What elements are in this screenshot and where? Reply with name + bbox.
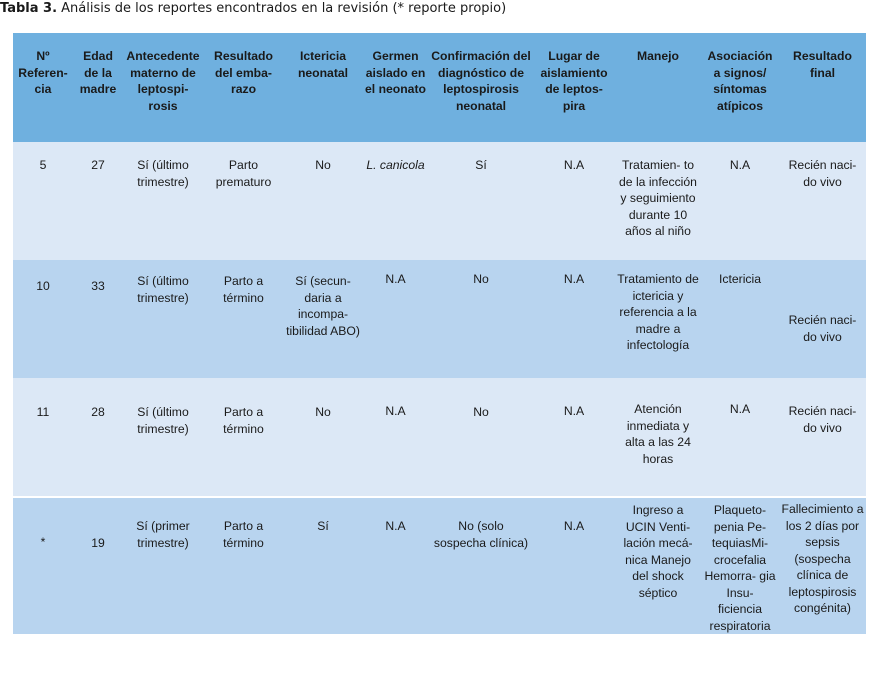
cell-ictericia: No	[284, 142, 362, 260]
cell-edad: 33	[73, 260, 123, 378]
cell-confirmacion: No (solo sospecha clínica)	[429, 496, 533, 634]
cell-germen: N.A	[362, 378, 429, 496]
cell-antecedente: Sí (primer trimestre)	[123, 496, 203, 634]
cell-resultado-embarazo: Parto a término	[203, 378, 284, 496]
cell-edad: 27	[73, 142, 123, 260]
cell-manejo: Atención inmediata y alta a las 24 horas	[615, 378, 701, 496]
cell-lugar: N.A	[533, 378, 615, 496]
cell-ictericia: Sí (secun- daria a incompa- tibilidad ABO)	[284, 260, 362, 378]
cell-lugar: N.A	[533, 260, 615, 378]
cell-lugar: N.A	[533, 496, 615, 634]
header-antecedente: Antecedente materno de leptospi- rosis	[123, 33, 203, 142]
cell-manejo: Tratamiento de ictericia y referencia a la madre a infectología	[615, 260, 701, 378]
table-row	[13, 378, 866, 496]
header-resultado-embarazo: Resultado del emba- razo	[203, 33, 284, 142]
table-header-row	[13, 33, 866, 142]
cell-edad: 28	[73, 378, 123, 496]
cell-resultado-final: Fallecimiento a los 2 días por sepsis (sospecha clínica de leptospirosis congénita)	[779, 496, 866, 634]
cell-ref: *	[13, 496, 73, 634]
cell-asociacion: Plaqueto- penia Pe- tequiasMi- crocefalia Hemorra- gia Insu- ficiencia respiratoria	[701, 496, 779, 634]
table-caption-text: Análisis de los reportes encontrados en la revisión (* reporte propio)	[57, 1, 507, 16]
cell-ref: 10	[13, 260, 73, 378]
cell-ref: 11	[13, 378, 73, 496]
header-lugar: Lugar de aislamiento de leptos- pira	[533, 33, 615, 142]
cell-germen: N.A	[362, 260, 429, 378]
cell-ictericia: No	[284, 378, 362, 496]
cell-asociacion: N.A	[701, 378, 779, 496]
cell-antecedente: Sí (último trimestre)	[123, 378, 203, 496]
cell-resultado-final: Recién naci- do vivo	[779, 378, 866, 496]
cell-resultado-embarazo: Parto prematuro	[203, 142, 284, 260]
cell-asociacion: Ictericia	[701, 260, 779, 378]
cell-confirmacion: No	[429, 260, 533, 378]
cell-germen: L. canicola	[362, 142, 429, 260]
cell-confirmacion: No	[429, 378, 533, 496]
cell-edad: 19	[73, 496, 123, 634]
cell-germen: N.A	[362, 496, 429, 634]
cell-manejo: Tratamien- to de la infección y seguimiento durante 10 años al niño	[615, 142, 701, 260]
header-asociacion: Asociación a signos/ síntomas atípicos	[701, 33, 779, 142]
table-caption-label: Tabla 3.	[0, 1, 58, 16]
header-confirmacion: Confirmación del diagnóstico de leptospirosis neonatal	[429, 33, 533, 142]
cell-resultado-final: Recién naci- do vivo	[779, 142, 866, 260]
table-row	[13, 142, 866, 260]
cell-resultado-embarazo: Parto a término	[203, 260, 284, 378]
cell-confirmacion: Sí	[429, 142, 533, 260]
table-caption	[0, 1, 506, 16]
cell-resultado-final: Recién naci- do vivo	[779, 260, 866, 378]
header-resultado-final: Resultado final	[779, 33, 866, 142]
cell-manejo: Ingreso a UCIN Venti- lación mecá- nica Manejo del shock séptico	[615, 496, 701, 634]
cell-antecedente: Sí (último trimestre)	[123, 260, 203, 378]
cell-antecedente: Sí (último trimestre)	[123, 142, 203, 260]
cell-lugar: N.A	[533, 142, 615, 260]
table-row	[13, 260, 866, 378]
header-ref: Nº Referen- cia	[13, 33, 73, 142]
header-ictericia: Ictericia neonatal	[284, 33, 362, 142]
cell-asociacion: N.A	[701, 142, 779, 260]
table-row	[13, 496, 866, 634]
header-manejo: Manejo	[615, 33, 701, 142]
cell-ref: 5	[13, 142, 73, 260]
header-germen: Germen aislado en el neonato	[362, 33, 429, 142]
cell-ictericia: Sí	[284, 496, 362, 634]
cell-resultado-embarazo: Parto a término	[203, 496, 284, 634]
header-edad: Edad de la madre	[73, 33, 123, 142]
reports-table	[13, 33, 866, 634]
